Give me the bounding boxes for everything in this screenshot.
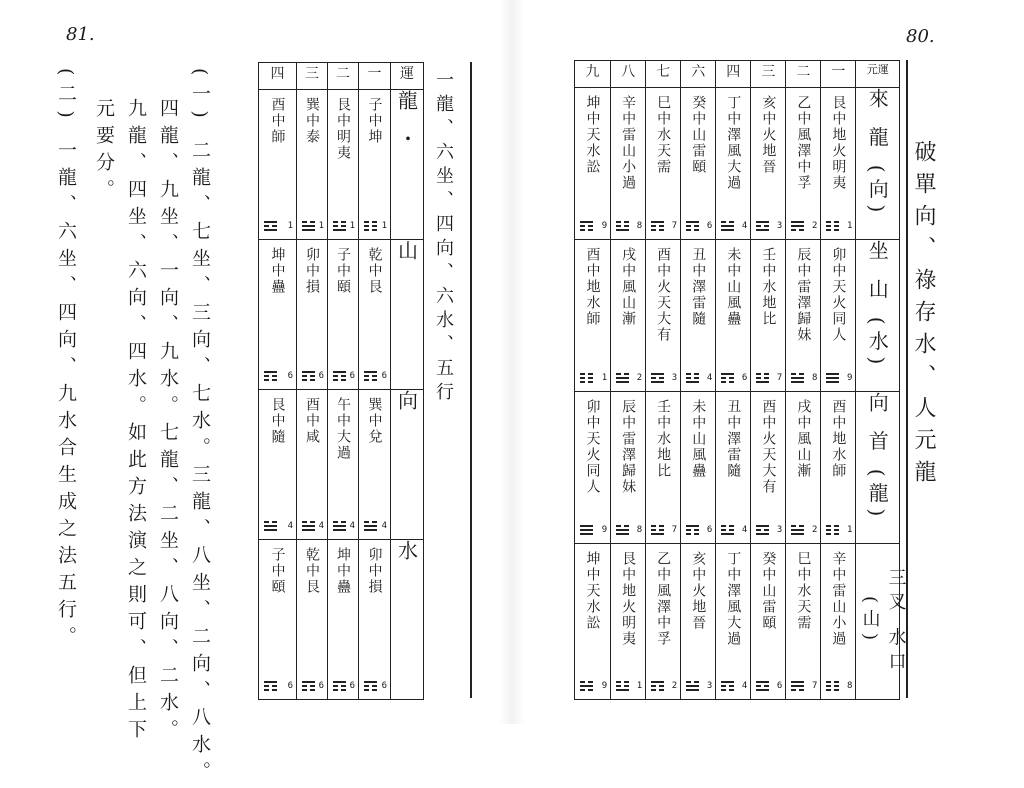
right-cell-text: 辰中雷澤歸妹: [620, 399, 637, 495]
left-table-title-rule: [470, 62, 472, 698]
left-cell-text: 酉中咸: [304, 397, 320, 445]
left-cell-text: 酉中師: [269, 97, 286, 145]
right-cell-number: 2: [636, 373, 643, 383]
left-cell-number: 1: [381, 221, 387, 231]
left-table-title: 一龍、六坐、四向、六水、五行: [433, 70, 454, 406]
right-cell-text: 酉中火天大有: [655, 247, 672, 343]
right-row-label: 坐 山 (水): [856, 240, 900, 392]
trigram-icon: [364, 519, 377, 533]
left-cell-text: 卯中損: [304, 247, 320, 295]
left-cell: [328, 240, 359, 390]
left-text-column-3: 九龍、四坐、六向、四水。如此方法演之則可、但上下: [125, 98, 147, 746]
left-cell-text: 坤中蠱: [335, 547, 351, 595]
right-cell: [611, 240, 646, 392]
trigram-icon: [721, 219, 734, 233]
right-cell: [821, 392, 856, 544]
right-cell-number: 6: [776, 681, 783, 691]
right-cell: [786, 88, 821, 240]
right-cell: [575, 88, 611, 240]
right-cell: [821, 544, 856, 700]
right-header-7: 七: [646, 61, 681, 88]
right-cell: [681, 544, 716, 700]
right-header-8: 八: [611, 61, 646, 88]
right-cell-text: 辛中雷山小過: [830, 551, 847, 647]
right-page: [512, 0, 1024, 724]
right-cell-number: 7: [811, 681, 818, 691]
left-cell-text: 巽中泰: [304, 97, 320, 145]
right-cell: [646, 88, 681, 240]
trigram-icon: [616, 523, 629, 537]
right-cell: [716, 392, 751, 544]
right-cell-number: 9: [601, 525, 608, 535]
trigram-icon: [826, 219, 839, 233]
right-cell: [716, 88, 751, 240]
left-text-column-5: (二) 一龍、六坐、四向、九水合生成之法五行。: [55, 68, 77, 653]
right-cell-number: 9: [847, 373, 853, 383]
right-cell-number: 2: [671, 681, 678, 691]
trigram-icon: [721, 679, 734, 693]
left-cell-text: 乾中艮: [304, 547, 320, 595]
right-cell-text: 癸中山雷頤: [690, 95, 707, 175]
right-table: [574, 60, 907, 700]
left-page: [0, 0, 500, 788]
left-cell-number: 4: [318, 521, 324, 531]
trigram-icon: [580, 371, 593, 385]
left-row-label: 山: [391, 240, 424, 390]
right-cell-text: 未中山風蠱: [725, 247, 742, 327]
right-cell: [681, 240, 716, 392]
right-cell: [646, 240, 681, 392]
left-cell-number: 6: [381, 371, 387, 381]
left-cell: [297, 240, 328, 390]
right-cell-text: 壬中水地比: [655, 399, 672, 479]
trigram-icon: [302, 219, 315, 233]
right-cell-text: 亥中火地晉: [690, 551, 707, 631]
right-cell: [646, 544, 681, 700]
left-cell-text: 卯中損: [366, 547, 383, 595]
right-cell-number: 1: [847, 525, 853, 535]
right-cell-text: 酉中火天大有: [760, 399, 777, 495]
trigram-icon: [264, 679, 277, 693]
right-cell: [681, 392, 716, 544]
left-cell: [259, 390, 297, 540]
right-cell-text: 未中山風蠱: [690, 399, 707, 479]
left-cell-number: 4: [381, 521, 387, 531]
trigram-icon: [264, 369, 277, 383]
trigram-icon: [756, 371, 769, 385]
right-cell-text: 卯中天火同人: [584, 399, 601, 495]
trigram-icon: [686, 219, 699, 233]
right-cell: [646, 392, 681, 544]
right-cell: [751, 392, 786, 544]
right-row-label: 來 龍 (向): [856, 88, 900, 240]
right-cell-number: 8: [636, 525, 643, 535]
right-cell-text: 亥中火地晉: [760, 95, 777, 175]
right-cell-number: 8: [847, 681, 853, 691]
right-header-1: 一: [821, 61, 856, 88]
right-cell-text: 丁中澤風大過: [725, 551, 742, 647]
right-cell-text: 丑中澤雷隨: [690, 247, 707, 327]
right-cell-text: 酉中地水師: [584, 247, 601, 327]
right-cell-number: 7: [776, 373, 783, 383]
right-cell-text: 丑中澤雷隨: [725, 399, 742, 479]
trigram-icon: [651, 679, 664, 693]
trigram-icon: [616, 371, 629, 385]
trigram-icon: [721, 371, 734, 385]
right-cell-number: 6: [706, 525, 713, 535]
left-cell-number: 1: [349, 221, 355, 231]
right-cell-number: 4: [741, 221, 748, 231]
left-header-1: 一: [359, 63, 391, 90]
trigram-icon: [333, 679, 346, 693]
left-cell: [259, 240, 297, 390]
left-cell-number: 6: [318, 681, 324, 691]
trigram-icon: [364, 219, 377, 233]
left-row-label: 龍 ・: [391, 90, 424, 240]
right-cell-text: 戌中風山漸: [620, 247, 637, 327]
right-header-9: 九: [575, 61, 611, 88]
trigram-icon: [791, 219, 804, 233]
right-cell-number: 7: [671, 221, 678, 231]
right-cell-number: 4: [741, 525, 748, 535]
left-cell-number: 1: [318, 221, 324, 231]
left-cell: [297, 90, 328, 240]
trigram-icon: [826, 679, 839, 693]
left-cell-number: 6: [287, 371, 293, 381]
right-header-yuanyun: 元運: [856, 61, 900, 88]
right-cell-number: 4: [706, 373, 713, 383]
right-cell-text: 艮中地火明夷: [830, 95, 847, 191]
right-cell: [575, 392, 611, 544]
right-title-rule: [906, 60, 908, 698]
right-cell: [751, 240, 786, 392]
right-row-label: 向 首 (龍): [856, 392, 900, 544]
left-header-yun: 運: [391, 63, 424, 90]
trigram-icon: [302, 369, 315, 383]
left-cell-text: 艮中明夷: [335, 97, 351, 161]
trigram-icon: [651, 371, 664, 385]
trigram-icon: [791, 679, 804, 693]
left-header-3: 三: [297, 63, 328, 90]
right-cell-number: 2: [811, 221, 818, 231]
left-text-column-4: 元要分。: [93, 98, 115, 206]
right-cell-number: 2: [811, 525, 818, 535]
right-header-3: 三: [751, 61, 786, 88]
trigram-icon: [616, 679, 629, 693]
left-cell-text: 坤中蠱: [269, 247, 286, 295]
left-cell-text: 午中大過: [335, 397, 351, 461]
right-cell-number: 1: [636, 681, 643, 691]
trigram-icon: [686, 679, 699, 693]
left-row-label: 向: [391, 390, 424, 540]
left-cell-number: 6: [381, 681, 387, 691]
right-cell-text: 乙中風澤中孚: [655, 551, 672, 647]
trigram-icon: [580, 679, 593, 693]
left-cell: [297, 390, 328, 540]
right-cell-text: 辛中雷山小過: [620, 95, 637, 191]
right-cell-text: 丁中澤風大過: [725, 95, 742, 191]
right-cell-number: 3: [706, 681, 713, 691]
right-cell: [786, 240, 821, 392]
trigram-icon: [580, 523, 593, 537]
trigram-icon: [333, 519, 346, 533]
left-table: [258, 62, 424, 700]
trigram-icon: [616, 219, 629, 233]
trigram-icon: [826, 523, 839, 537]
trigram-icon: [686, 523, 699, 537]
right-cell: [751, 544, 786, 700]
right-cell-number: 9: [601, 681, 608, 691]
right-cell-number: 1: [847, 221, 853, 231]
left-cell-text: 艮中隨: [269, 397, 286, 445]
left-page-number: 81.: [66, 24, 95, 45]
right-cell: [681, 88, 716, 240]
trigram-icon: [333, 219, 346, 233]
right-cell: [611, 392, 646, 544]
left-cell: [328, 90, 359, 240]
trigram-icon: [756, 679, 769, 693]
right-cell: [786, 392, 821, 544]
trigram-icon: [721, 523, 734, 537]
left-text-column-1: (一) 二龍、七坐、三向、七水。三龍、八坐、二向、八水。: [189, 68, 211, 788]
trigram-icon: [756, 523, 769, 537]
left-cell-number: 6: [349, 681, 355, 691]
right-cell: [821, 240, 856, 392]
right-cell-text: 癸中山雷頤: [760, 551, 777, 631]
trigram-icon: [302, 679, 315, 693]
trigram-icon: [791, 371, 804, 385]
trigram-icon: [651, 219, 664, 233]
left-cell-text: 乾中艮: [366, 247, 383, 295]
trigram-icon: [826, 371, 839, 385]
right-cell-text: 坤中天水訟: [584, 95, 601, 175]
right-header-4: 四: [716, 61, 751, 88]
left-cell: [259, 540, 297, 700]
left-cell-number: 1: [287, 221, 293, 231]
left-row-label: 水: [391, 540, 424, 700]
left-cell: [359, 240, 391, 390]
trigram-icon: [651, 523, 664, 537]
right-cell-text: 巳中水天需: [795, 551, 812, 631]
right-cell-number: 9: [601, 221, 608, 231]
right-cell: [716, 544, 751, 700]
trigram-icon: [686, 371, 699, 385]
right-cell: [751, 88, 786, 240]
right-cell-number: 3: [776, 525, 783, 535]
right-header-6: 六: [681, 61, 716, 88]
left-cell-number: 6: [318, 371, 324, 381]
trigram-icon: [302, 519, 315, 533]
right-cell: [611, 544, 646, 700]
right-row-label: 三叉 水口 (山): [856, 544, 900, 700]
right-cell-number: 8: [811, 373, 818, 383]
right-cell-text: 乙中風澤中孚: [795, 95, 812, 191]
trigram-icon: [264, 519, 277, 533]
left-text-column-2: 四龍、九坐、一向、九水。七龍、二坐、八向、二水。: [157, 98, 179, 746]
right-cell-number: 6: [706, 221, 713, 231]
left-cell-number: 6: [287, 681, 293, 691]
right-cell-text: 坤中天水訟: [584, 551, 601, 631]
left-cell-text: 子中頤: [335, 247, 351, 295]
right-header-2: 二: [786, 61, 821, 88]
left-cell: [259, 90, 297, 240]
trigram-icon: [364, 369, 377, 383]
right-cell-text: 辰中雷澤歸妹: [795, 247, 812, 343]
left-cell-number: 6: [349, 371, 355, 381]
left-cell: [297, 540, 328, 700]
right-cell: [716, 240, 751, 392]
left-cell-text: 子中頤: [269, 547, 286, 595]
right-cell-text: 壬中水地比: [760, 247, 777, 327]
left-cell: [359, 390, 391, 540]
right-cell: [786, 544, 821, 700]
right-cell-number: 3: [671, 373, 678, 383]
left-cell-text: 巽中兌: [366, 397, 383, 445]
trigram-icon: [791, 523, 804, 537]
right-cell-number: 8: [636, 221, 643, 231]
right-cell-text: 卯中天火同人: [830, 247, 847, 343]
right-cell-number: 1: [601, 373, 608, 383]
left-cell-number: 4: [349, 521, 355, 531]
right-cell-number: 3: [776, 221, 783, 231]
left-cell: [328, 390, 359, 540]
left-cell: [359, 540, 391, 700]
right-cell: [611, 88, 646, 240]
left-header-4: 四: [259, 63, 297, 90]
right-cell-number: 6: [741, 373, 748, 383]
left-cell: [359, 90, 391, 240]
left-header-2: 二: [328, 63, 359, 90]
right-cell-number: 7: [671, 525, 678, 535]
trigram-icon: [756, 219, 769, 233]
left-cell-text: 子中坤: [366, 97, 383, 145]
trigram-icon: [333, 369, 346, 383]
right-page-title: 破單向、祿存水、人元龍: [911, 140, 936, 492]
right-cell-text: 艮中地火明夷: [620, 551, 637, 647]
right-cell-number: 4: [741, 681, 748, 691]
left-cell: [328, 540, 359, 700]
right-cell: [575, 544, 611, 700]
right-cell: [821, 88, 856, 240]
right-cell-text: 巳中水天需: [655, 95, 672, 175]
right-cell-text: 酉中地水師: [830, 399, 847, 479]
trigram-icon: [264, 219, 277, 233]
right-cell-text: 戌中風山漸: [795, 399, 812, 479]
right-page-number: 80.: [906, 26, 935, 47]
trigram-icon: [580, 219, 593, 233]
left-cell-number: 4: [287, 521, 293, 531]
right-cell: [575, 240, 611, 392]
trigram-icon: [364, 679, 377, 693]
